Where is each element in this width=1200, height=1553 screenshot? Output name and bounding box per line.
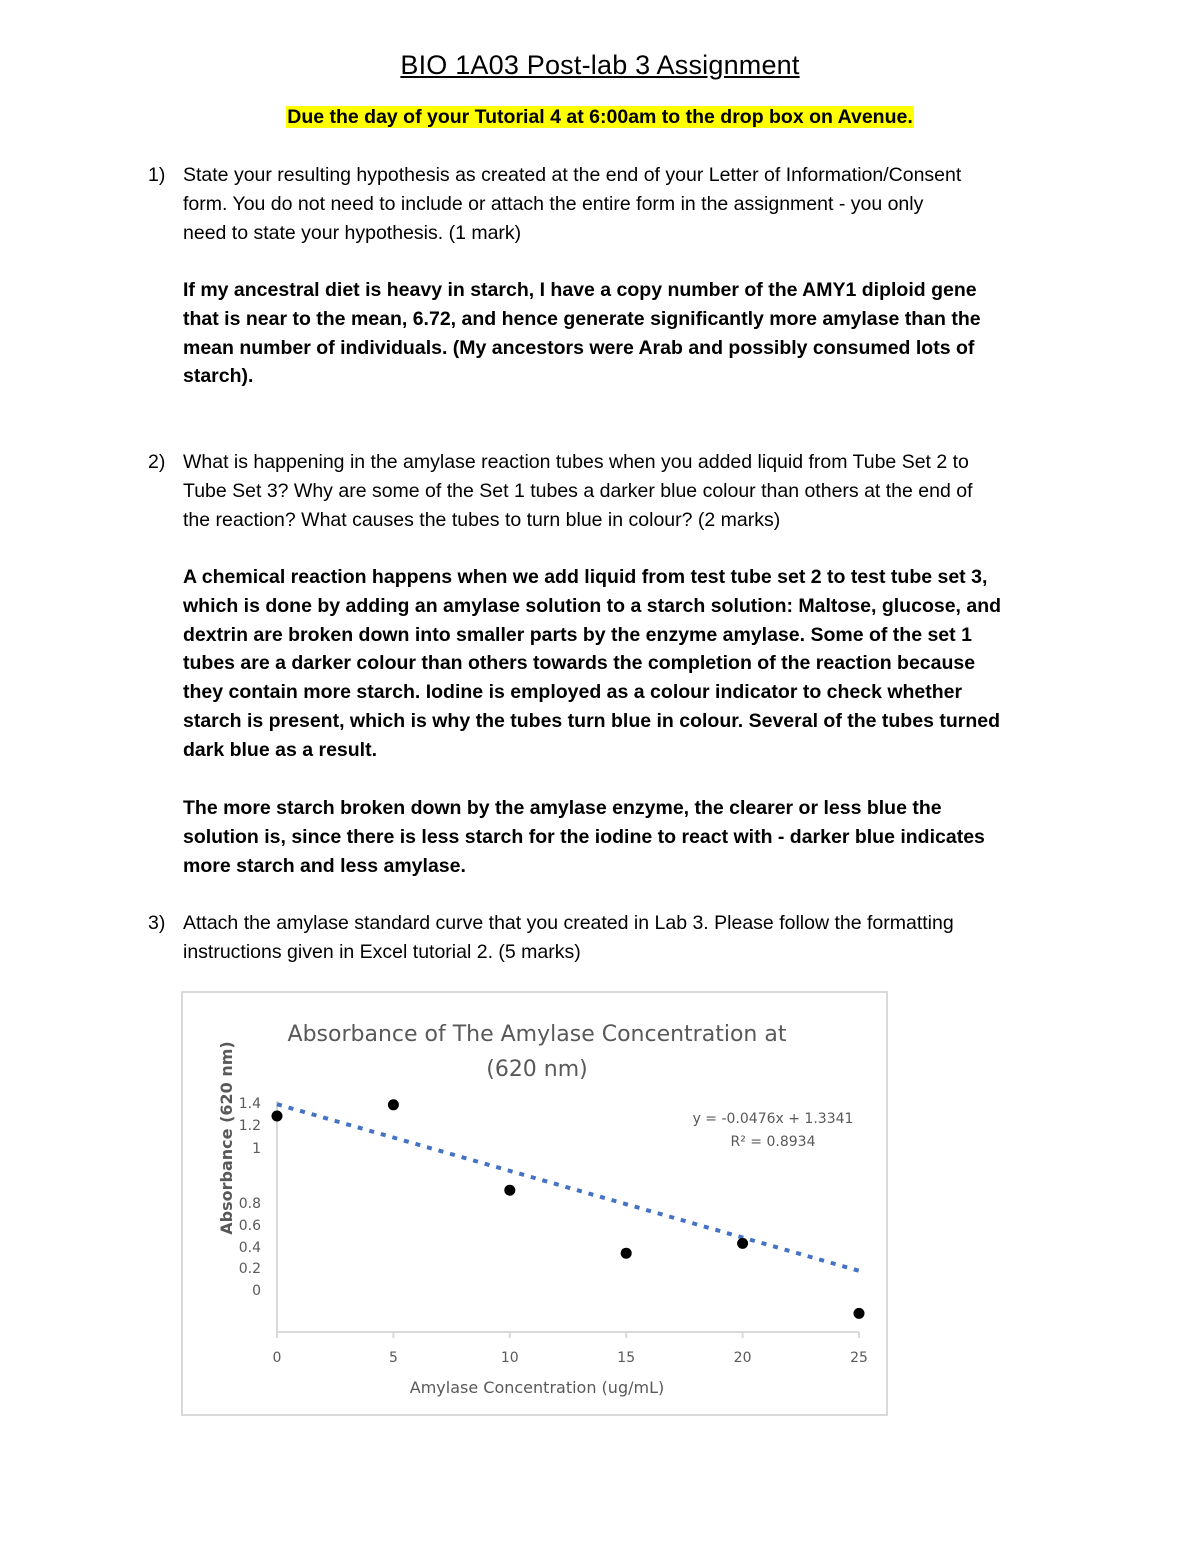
data-point <box>621 1248 632 1259</box>
trendline-equation: y = -0.0476x + 1.3341 <box>692 1111 854 1127</box>
y-axis-title: Absorbance (620 nm) <box>217 1041 236 1235</box>
answer-2a-line: tubes are a darker colour than others towards the completion of the reaction because <box>183 652 976 675</box>
question-2-text <box>183 448 1083 534</box>
answer-2a-line: which is done by adding an amylase solution to a starch solution: Maltose, glucose, and <box>183 594 1002 617</box>
due-date-highlight: Due the day of your Tutorial 4 at 6:00am to the drop box on Avenue. <box>287 106 913 128</box>
x-tick-label: 25 <box>850 1350 868 1366</box>
question-1-line: State your resulting hypothesis as created at the end of your Letter of Information/Consent <box>183 164 962 186</box>
question-1-line: form. You do not need to include or attach the entire form in the assignment - you only <box>183 192 924 215</box>
r-squared-label: R² = 0.8934 <box>730 1134 816 1150</box>
question-3-line: instructions given in Excel tutorial 2. (5 marks) <box>183 940 581 963</box>
answer-1-text <box>183 276 1083 391</box>
answer-2a-line: starch is present, which is why the tubes turn blue in colour. Several of the tubes turned <box>183 709 1000 732</box>
answer-1-line: mean number of individuals. (My ancestors were Arab and possibly consumed lots of <box>183 336 975 359</box>
trendline <box>277 1104 859 1271</box>
question-3-number: 3) <box>148 912 166 934</box>
x-tick-label: 5 <box>388 1350 398 1366</box>
y-tick-label: 0.4 <box>238 1240 261 1256</box>
question-1-number: 1) <box>148 164 166 186</box>
data-point <box>388 1099 399 1110</box>
y-tick-label: 0.2 <box>238 1261 261 1277</box>
y-tick-label: 0.6 <box>238 1218 261 1234</box>
x-tick-label: 0 <box>272 1350 282 1366</box>
data-point <box>737 1238 748 1249</box>
data-point <box>854 1308 865 1319</box>
x-tick-label: 10 <box>500 1350 519 1366</box>
answer-2a-line: they contain more starch. Iodine is employed as a colour indicator to check whether <box>183 681 963 704</box>
answer-2a-line: dark blue as a result. <box>183 738 378 761</box>
data-point <box>504 1185 515 1196</box>
answer-2a-line: dextrin are broken down into smaller parts by the enzyme amylase. Some of the set 1 <box>183 623 972 646</box>
y-tick-label: 1.4 <box>238 1096 261 1112</box>
question-2-line: the reaction? What causes the tubes to turn blue in colour? (2 marks) <box>183 508 781 531</box>
answer-1-line: starch). <box>183 365 254 388</box>
answer-2a-line: A chemical reaction happens when we add liquid from test tube set 2 to test tube set 3, <box>183 566 988 588</box>
chart-title-line-2: (620 nm) <box>486 1057 588 1082</box>
y-tick-label: 0 <box>252 1283 261 1299</box>
answer-2a-text <box>183 563 1083 765</box>
x-axis-title: Amylase Concentration (ug/mL) <box>409 1378 665 1397</box>
chart-svg <box>183 993 886 1414</box>
question-2-number: 2) <box>148 451 166 473</box>
question-1-line: need to state your hypothesis. (1 mark) <box>183 221 522 244</box>
question-3-line: Attach the amylase standard curve that you created in Lab 3. Please follow the formatting <box>183 912 954 934</box>
question-2-line: What is happening in the amylase reaction tubes when you added liquid from Tube Set 2 to <box>183 451 969 473</box>
answer-2b-line: solution is, since there is less starch for the iodine to react with - darker blue indicates <box>183 825 985 848</box>
question-3-text <box>183 909 1083 967</box>
chart-title-line-1: Absorbance of The Amylase Concentration at <box>287 1022 787 1047</box>
due-date-note <box>0 106 1200 129</box>
y-tick-label: 1 <box>252 1141 261 1157</box>
page-title: BIO 1A03 Post-lab 3 Assignment <box>400 50 800 80</box>
y-tick-label: 1.2 <box>238 1118 261 1134</box>
answer-1-line: that is near to the mean, 6.72, and hence generate significantly more amylase than the <box>183 307 981 330</box>
question-1-text <box>183 161 1083 247</box>
x-tick-label: 15 <box>617 1350 636 1366</box>
answer-2b-line: more starch and less amylase. <box>183 854 466 877</box>
answer-1-line: If my ancestral diet is heavy in starch, I have a copy number of the AMY1 diploid gene <box>183 279 977 301</box>
question-2-line: Tube Set 3? Why are some of the Set 1 tubes a darker blue colour than others at the end of <box>183 479 973 502</box>
standard-curve-chart <box>181 991 888 1416</box>
y-tick-label: 0.8 <box>238 1196 261 1212</box>
answer-2b-text <box>183 794 1083 880</box>
answer-2b-line: The more starch broken down by the amylase enzyme, the clearer or less blue the <box>183 797 942 819</box>
x-tick-label: 20 <box>733 1350 752 1366</box>
data-point <box>272 1111 283 1122</box>
